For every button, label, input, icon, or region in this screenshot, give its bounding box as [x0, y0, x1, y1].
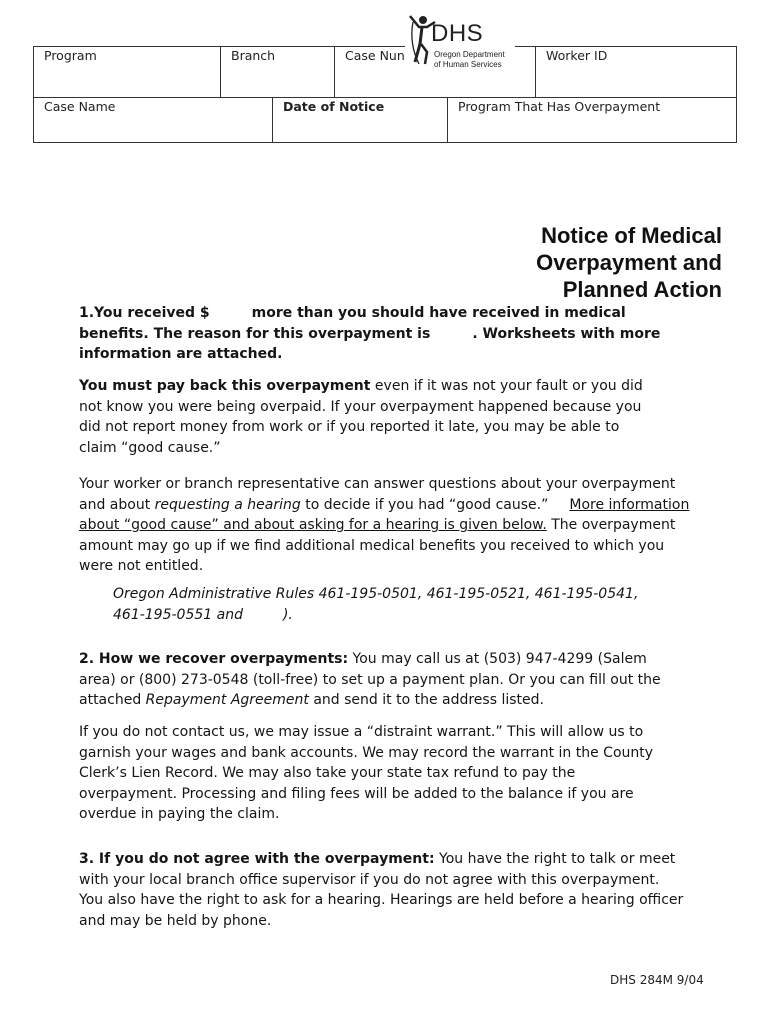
worker-line-3b: The overpayment: [546, 517, 676, 534]
distraint-line-4: overpayment. Processing and filing fees will be added to the balance if you are: [79, 785, 634, 802]
title-line-2: Overpayment and: [536, 250, 722, 275]
distraint-line-5: overdue in paying the claim.: [79, 806, 280, 823]
received-amount-text: 1.You received $: [79, 305, 210, 321]
branch-cell: [220, 47, 335, 97]
distraint-line-1: If you do not contact us, we may issue a “distraint warrant.” This will allow us to: [79, 724, 644, 740]
more-information-link[interactable]: More information: [569, 496, 690, 513]
rules-line-2b: ).: [282, 606, 293, 623]
date-of-notice-label: Date of Notice: [283, 99, 385, 114]
worker-line-2b: to decide if you had “good cause.”: [300, 496, 549, 513]
section3-line-1: [79, 849, 719, 870]
rules-citation: [113, 584, 733, 625]
distraint-line-2: garnish your wages and bank accounts. We may record the warrant in the County: [79, 744, 654, 761]
title-line-3: Planned Action: [562, 277, 722, 302]
rules-line-2: [113, 605, 733, 626]
dhs-logo-text: DHS: [431, 20, 484, 47]
worksheets-text: . Worksheets with more: [472, 325, 661, 342]
pay-line-2: not know you were being overpaid. If your overpayment happened because you: [79, 398, 642, 415]
section3-line-1-text: You have the right to talk or meet: [434, 851, 676, 867]
section2-line-3: [79, 690, 719, 711]
section2-heading: 2. How we recover overpayments:: [79, 651, 349, 667]
header-row-1: [33, 46, 737, 98]
repayment-agreement-text: Repayment Agreement: [145, 692, 309, 709]
section1-line-1: [79, 303, 719, 324]
section3-line-4: and may be held by phone.: [79, 912, 272, 929]
good-cause-link[interactable]: about “good cause” and about asking for a hearing is given below.: [79, 517, 547, 534]
worker-line-2a: and about: [79, 496, 155, 513]
dhs-logo: [405, 12, 515, 74]
date-of-notice-cell: [272, 98, 449, 142]
logo-sub-line-1: Oregon Department: [434, 50, 505, 59]
section3-paragraph: [79, 849, 719, 931]
received-rest-text: more than you should have received in medical: [251, 305, 626, 321]
section3-line-2: with your local branch office supervisor if you do not agree with this overpayment.: [79, 871, 660, 888]
case-number-label: Case Nun: [345, 48, 405, 63]
reason-text: benefits. The reason for this overpayment is: [79, 325, 431, 342]
worker-line-2: [79, 495, 719, 516]
section2-line-2: area) or (800) 273-0548 (toll-free) to set up a payment plan. Or you can fill out the: [79, 671, 661, 688]
logo-sub-line-2: of Human Services: [434, 60, 502, 69]
worker-line-5: were not entitled.: [79, 558, 204, 575]
section2-paragraph: [79, 649, 719, 711]
distraint-paragraph: [79, 722, 719, 825]
section2-line-3b: and send it to the address listed.: [308, 692, 544, 709]
form-number: DHS 284M 9/04: [610, 973, 704, 987]
header-row-2: [33, 97, 737, 143]
dhs-logo-subtitle: [434, 50, 505, 70]
worker-line-3: [79, 515, 719, 536]
pay-back-paragraph: [79, 376, 719, 458]
distraint-line-3: Clerk’s Lien Record. We may also take your state tax refund to pay the: [79, 765, 576, 782]
program-cell: [34, 47, 220, 97]
worker-id-label: Worker ID: [546, 48, 608, 63]
case-name-label: Case Name: [44, 99, 116, 114]
worker-paragraph: [79, 474, 719, 577]
pay-back-bold: You must pay back this overpayment: [79, 378, 371, 394]
title-line-1: Notice of Medical: [541, 223, 722, 248]
pay-line-4: claim “good cause.”: [79, 439, 221, 456]
program-label: Program: [44, 48, 97, 63]
section3-heading: 3. If you do not agree with the overpayment:: [79, 851, 435, 867]
rules-line-1: Oregon Administrative Rules 461-195-0501, 461-195-0521, 461-195-0541,: [113, 586, 639, 602]
worker-id-cell: [535, 47, 738, 97]
worker-line-4: amount may go up if we find additional medical benefits you received to which you: [79, 537, 665, 554]
worker-line-1: Your worker or branch representative can answer questions about your overpayment: [79, 476, 676, 492]
program-overpayment-cell: [447, 98, 738, 142]
section2-line-3a: attached: [79, 692, 146, 709]
pay-line-1-text: even if it was not your fault or you did: [370, 378, 643, 394]
rules-line-2a: 461-195-0551 and: [113, 606, 243, 623]
header-table: [33, 46, 737, 143]
branch-label: Branch: [231, 48, 276, 63]
requesting-hearing-text: requesting a hearing: [154, 496, 301, 513]
pay-line-3: did not report money from work or if you reported it late, you may be able to: [79, 419, 620, 436]
program-overpayment-label: Program That Has Overpayment: [458, 99, 661, 114]
section1-line-3: information are attached.: [79, 346, 283, 363]
section2-line-1: [79, 649, 719, 670]
section2-line-1-text: You may call us at (503) 947-4299 (Salem: [348, 651, 647, 667]
section1-intro: [79, 303, 719, 365]
section1-line-2: [79, 324, 719, 345]
case-name-cell: [34, 98, 272, 142]
pay-line-1: [79, 376, 719, 397]
page-title: [536, 222, 722, 303]
section3-line-3: You also have the right to ask for a hearing. Hearings are held before a hearing officer: [79, 892, 684, 909]
